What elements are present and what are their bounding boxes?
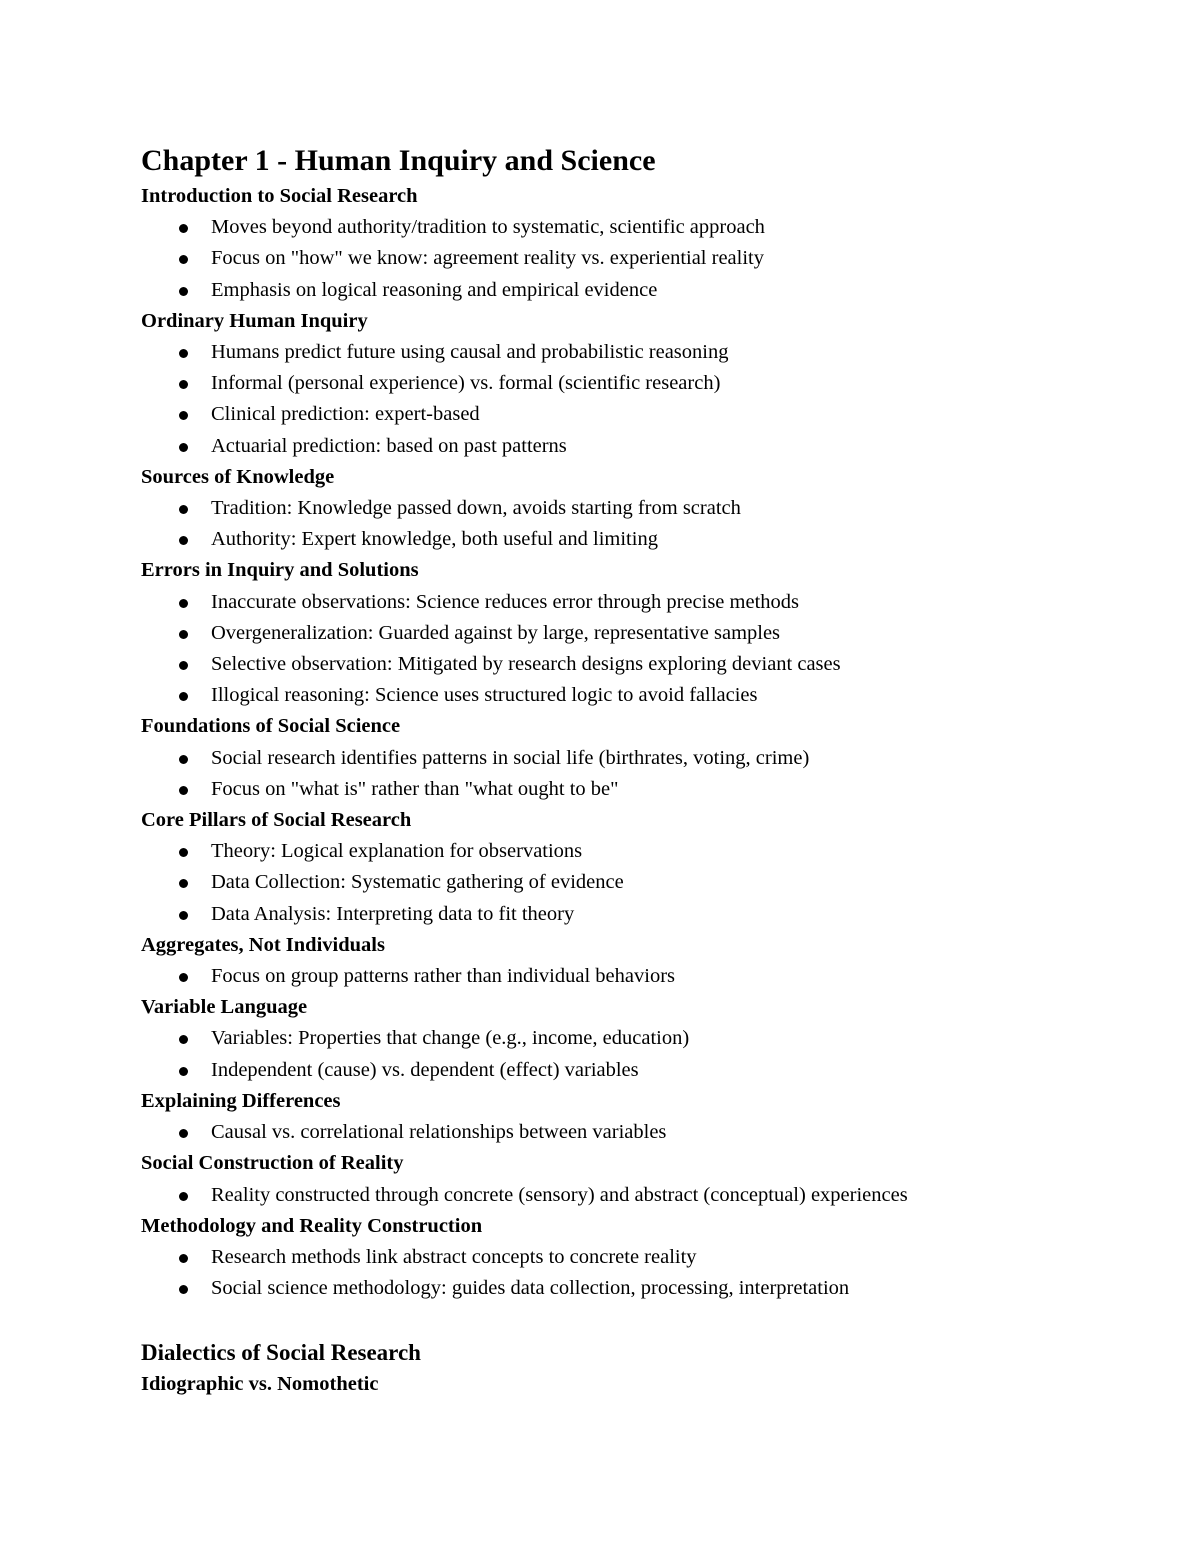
bullet-list xyxy=(141,1180,1141,1211)
bullet-text: Independent (cause) vs. dependent (effect) variables xyxy=(211,1058,639,1081)
bullet-text: Reality constructed through concrete (sensory) and abstract (conceptual) experiences xyxy=(211,1183,908,1206)
bullet-dot-icon xyxy=(179,630,188,639)
bullet-item xyxy=(141,337,1141,368)
bullet-text: Moves beyond authority/tradition to systematic, scientific approach xyxy=(211,216,765,239)
bullet-text: Emphasis on logical reasoning and empirical evidence xyxy=(211,278,658,301)
bullet-item xyxy=(141,493,1141,524)
bullet-item xyxy=(141,212,1141,243)
bullet-item xyxy=(141,774,1141,805)
bullet-dot-icon xyxy=(179,536,188,545)
bullet-item xyxy=(141,1023,1141,1054)
section-heading: Sources of Knowledge xyxy=(141,465,335,488)
bullet-text: Focus on "what is" rather than "what ought to be" xyxy=(211,777,619,800)
bullet-dot-icon xyxy=(179,505,188,514)
bullet-item xyxy=(141,275,1141,306)
bullet-text: Data Collection: Systematic gathering of evidence xyxy=(211,871,624,894)
bullet-text: Clinical prediction: expert-based xyxy=(211,403,480,426)
bullet-item xyxy=(141,743,1141,774)
bullet-text: Social science methodology: guides data collection, processing, interpretation xyxy=(211,1277,850,1300)
bullet-item xyxy=(141,680,1141,711)
bullet-dot-icon xyxy=(179,1254,188,1263)
bullet-item xyxy=(141,1273,1141,1304)
bullet-item xyxy=(141,649,1141,680)
section-heading: Errors in Inquiry and Solutions xyxy=(141,559,419,582)
idiographic-subheading: Idiographic vs. Nomothetic xyxy=(141,1372,379,1395)
bullet-text: Illogical reasoning: Science uses structured logic to avoid fallacies xyxy=(211,684,758,707)
bullet-item xyxy=(141,587,1141,618)
bullet-text: Inaccurate observations: Science reduces error through precise methods xyxy=(211,590,799,613)
bullet-dot-icon xyxy=(179,848,188,857)
section-heading: Aggregates, Not Individuals xyxy=(141,933,385,956)
bullet-item xyxy=(141,431,1141,462)
document-page xyxy=(141,142,1141,1400)
bullet-dot-icon xyxy=(179,1285,188,1294)
bullet-dot-icon xyxy=(179,1035,188,1044)
section-heading: Social Construction of Reality xyxy=(141,1152,404,1175)
bullet-dot-icon xyxy=(179,879,188,888)
bullet-item xyxy=(141,836,1141,867)
section-spacer xyxy=(141,1304,1141,1337)
bullet-item xyxy=(141,618,1141,649)
bullet-dot-icon xyxy=(179,224,188,233)
section-heading: Foundations of Social Science xyxy=(141,715,401,738)
bullet-item xyxy=(141,399,1141,430)
chapter-title: Chapter 1 - Human Inquiry and Science xyxy=(141,144,656,177)
bullet-dot-icon xyxy=(179,411,188,420)
bullet-item xyxy=(141,1117,1141,1148)
bullet-list xyxy=(141,1117,1141,1148)
bullet-item xyxy=(141,243,1141,274)
bullet-dot-icon xyxy=(179,443,188,452)
bullet-text: Data Analysis: Interpreting data to fit theory xyxy=(211,902,575,925)
bullet-text: Causal vs. correlational relationships between variables xyxy=(211,1121,667,1144)
bullet-text: Overgeneralization: Guarded against by large, representative samples xyxy=(211,621,781,644)
bullet-item xyxy=(141,1180,1141,1211)
bullet-dot-icon xyxy=(179,599,188,608)
bullet-list xyxy=(141,1242,1141,1304)
bullet-item xyxy=(141,867,1141,898)
bullet-text: Social research identifies patterns in social life (birthrates, voting, crime) xyxy=(211,746,810,769)
bullet-dot-icon xyxy=(179,287,188,296)
bullet-item xyxy=(141,899,1141,930)
bullet-item xyxy=(141,1242,1141,1273)
bullet-dot-icon xyxy=(179,911,188,920)
bullet-list xyxy=(141,961,1141,992)
bullet-text: Variables: Properties that change (e.g., income, education) xyxy=(211,1027,690,1050)
section-heading: Core Pillars of Social Research xyxy=(141,809,412,832)
bullet-text: Focus on "how" we know: agreement reality vs. experiential reality xyxy=(211,247,764,270)
bullet-text: Selective observation: Mitigated by research designs exploring deviant cases xyxy=(211,653,841,676)
bullet-dot-icon xyxy=(179,661,188,670)
bullet-list xyxy=(141,743,1141,805)
bullet-text: Focus on group patterns rather than individual behaviors xyxy=(211,965,675,988)
bullet-dot-icon xyxy=(179,786,188,795)
bullet-dot-icon xyxy=(179,255,188,264)
bullet-text: Research methods link abstract concepts to concrete reality xyxy=(211,1245,697,1268)
bullet-dot-icon xyxy=(179,973,188,982)
bullet-item xyxy=(141,961,1141,992)
bullet-text: Humans predict future using causal and probabilistic reasoning xyxy=(211,341,729,364)
bullet-dot-icon xyxy=(179,692,188,701)
bullet-list xyxy=(141,587,1141,712)
bullet-text: Actuarial prediction: based on past patterns xyxy=(211,434,567,457)
bullet-list xyxy=(141,836,1141,930)
bullet-dot-icon xyxy=(179,1067,188,1076)
section-heading: Ordinary Human Inquiry xyxy=(141,309,368,332)
bullet-dot-icon xyxy=(179,380,188,389)
bullet-list xyxy=(141,212,1141,306)
bullet-list xyxy=(141,493,1141,555)
bullet-item xyxy=(141,368,1141,399)
bullet-item xyxy=(141,1055,1141,1086)
dialectics-heading: Dialectics of Social Research xyxy=(141,1340,421,1366)
bullet-text: Informal (personal experience) vs. formal (scientific research) xyxy=(211,372,721,395)
bullet-dot-icon xyxy=(179,1192,188,1201)
section-heading: Methodology and Reality Construction xyxy=(141,1214,483,1237)
bullet-dot-icon xyxy=(179,349,188,358)
bullet-list xyxy=(141,1023,1141,1085)
bullet-text: Authority: Expert knowledge, both useful and limiting xyxy=(211,528,658,551)
section-heading: Variable Language xyxy=(141,996,308,1019)
section-heading: Explaining Differences xyxy=(141,1089,341,1112)
bullet-text: Theory: Logical explanation for observations xyxy=(211,840,583,863)
bullet-list xyxy=(141,337,1141,462)
bullet-item xyxy=(141,524,1141,555)
bullet-dot-icon xyxy=(179,1129,188,1138)
bullet-dot-icon xyxy=(179,755,188,764)
sections-container xyxy=(141,181,1141,1304)
section-heading: Introduction to Social Research xyxy=(141,185,418,207)
bullet-text: Tradition: Knowledge passed down, avoids starting from scratch xyxy=(211,497,741,520)
